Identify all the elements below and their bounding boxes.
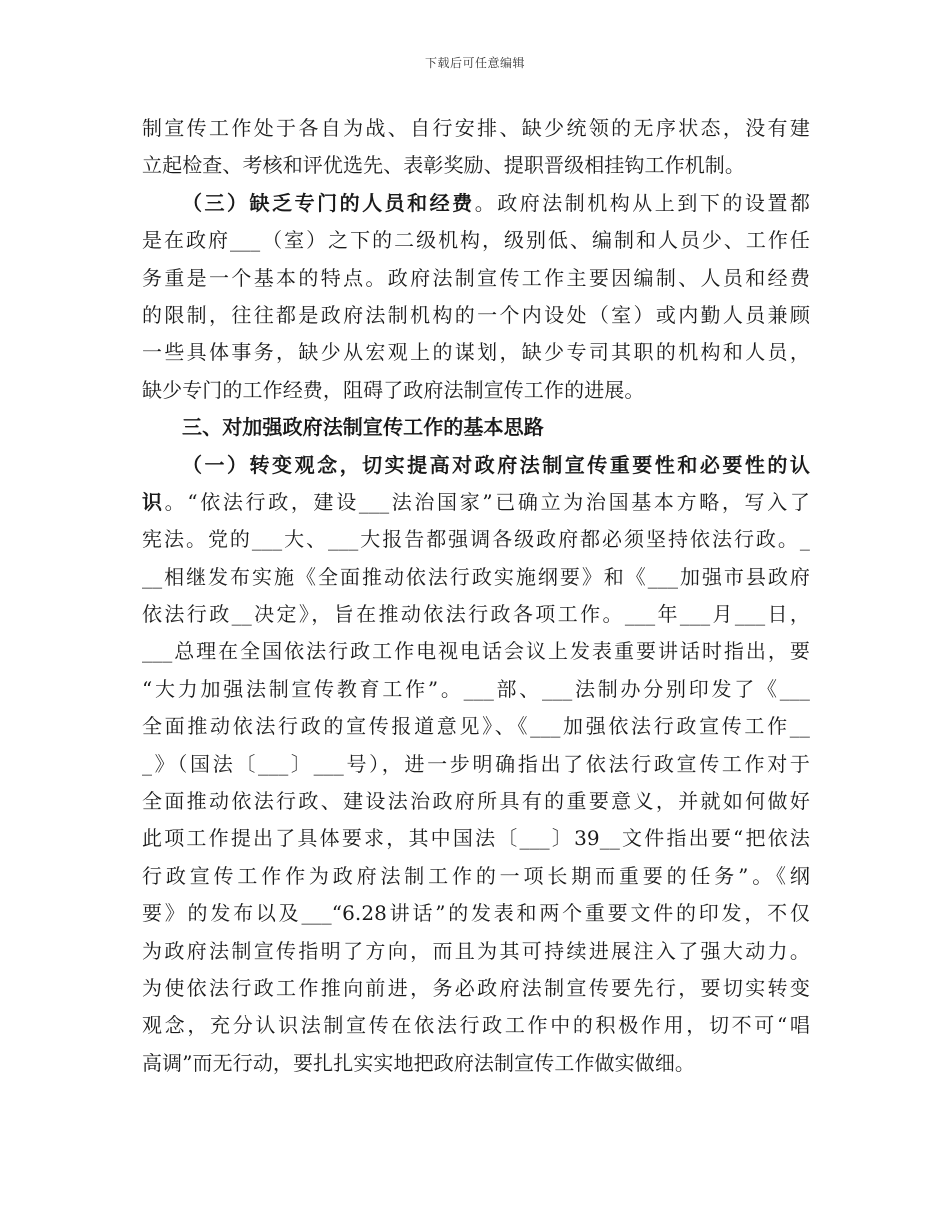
text-span: 观念，充分认识法制宣传在依法行政工作中的积极作用，切不可“唱 xyxy=(142,1013,810,1038)
text-span: 依法行政__决定》，旨在推动依法行政各项工作。___年___月___日， xyxy=(142,602,810,627)
bold-text-span: （一）转变观念，切实提高对政府法制宣传重要性和必要性的认 xyxy=(182,452,810,477)
text-line xyxy=(142,260,810,297)
text-line xyxy=(142,185,810,222)
text-span: 。政府法制机构从上到下的设置都 xyxy=(474,190,810,215)
text-span: 此项工作提出了具体要求，其中国法〔___〕39__文件指出要“把依法 xyxy=(142,826,810,851)
text-span: 一些具体事务，缺少从宏观上的谋划，缺少专司其职的机构和人员， xyxy=(142,340,810,365)
document-body xyxy=(142,110,810,1082)
text-line xyxy=(142,671,810,708)
text-span: 高调”而无行动，要扎扎实实地把政府法制宣传工作做实做细。 xyxy=(142,1050,696,1075)
text-span: 全面推动依法行政的宣传报道意见》、《___加强依法行政宣传工作__ xyxy=(142,714,810,739)
text-line xyxy=(142,933,810,970)
text-line xyxy=(142,334,810,371)
text-line xyxy=(142,147,810,184)
text-line xyxy=(142,559,810,596)
text-line xyxy=(142,708,810,745)
text-line xyxy=(142,970,810,1007)
text-span: 全面推动依法行政、建设法治政府所具有的重要意义，并就如何做好 xyxy=(142,789,810,814)
text-span: 制宣传工作处于各自为战、自行安排、缺少统领的无序状态，没有建 xyxy=(142,116,810,140)
text-span: 宪法。党的___大、___大报告都强调各级政府都必须坚持依法行政。_ xyxy=(142,527,810,552)
text-line xyxy=(142,858,810,895)
text-line xyxy=(142,633,810,670)
text-span: 缺少专门的工作经费，阻碍了政府法制宣传工作的进展。 xyxy=(142,377,645,402)
text-line xyxy=(142,1045,810,1082)
text-span: 务重是一个基本的特点。政府法制宣传工作主要因编制、人员和经费 xyxy=(142,265,810,290)
text-span: “大力加强法制宣传教育工作”。___部、___法制办分别印发了《___ xyxy=(142,676,810,701)
text-line xyxy=(142,110,810,147)
text-line xyxy=(142,820,810,857)
text-span: _》（国法〔___〕___号），进一步明确指出了依法行政宣传工作对于 xyxy=(142,751,810,776)
text-line xyxy=(142,484,810,521)
text-line xyxy=(142,596,810,633)
text-span: 是在政府___（室）之下的二级机构，级别低、编制和人员少、工作任 xyxy=(142,228,810,253)
text-span: 为政府法制宣传指明了方向，而且为其可持续进展注入了强大动力。 xyxy=(142,938,810,963)
text-line xyxy=(142,746,810,783)
text-span: 立起检查、考核和评优选先、表彰奖励、提职晋级相挂钩工作机制。 xyxy=(142,153,745,178)
page-header: 下载后可任意编辑 xyxy=(424,56,525,70)
text-span: 为使依法行政工作推向前进，务必政府法制宣传要先行，要切实转变 xyxy=(142,975,810,1000)
text-line xyxy=(142,409,810,446)
bold-text-span: （三）缺乏专门的人员和经费 xyxy=(182,190,475,215)
text-span: 行政宣传工作作为政府法制工作的一项长期而重要的任务”。《纲 xyxy=(142,863,810,888)
text-line xyxy=(142,895,810,932)
text-line xyxy=(142,222,810,259)
text-span: ___总理在全国依法行政工作电视电话会议上发表重要讲话时指出，要 xyxy=(142,639,810,664)
text-line xyxy=(142,447,810,484)
text-line xyxy=(142,521,810,558)
text-span: 要》的发布以及___“6.28讲话”的发表和两个重要文件的印发，不仅 xyxy=(142,901,810,926)
text-line xyxy=(142,297,810,334)
text-span: 。“依法行政，建设___法治国家”已确立为治国基本方略，写入了 xyxy=(164,489,810,514)
text-span: __相继发布实施《全面推动依法行政实施纲要》和《___加强市县政府 xyxy=(142,564,810,589)
text-line xyxy=(142,372,810,409)
text-span: 的限制，往往都是政府法制机构的一个内设处（室）或内勤人员兼顾 xyxy=(142,302,810,327)
bold-text-span: 识 xyxy=(142,489,165,514)
bold-text-span: 三、对加强政府法制宣传工作的基本思路 xyxy=(182,415,544,440)
text-line xyxy=(142,783,810,820)
text-line xyxy=(142,1007,810,1044)
